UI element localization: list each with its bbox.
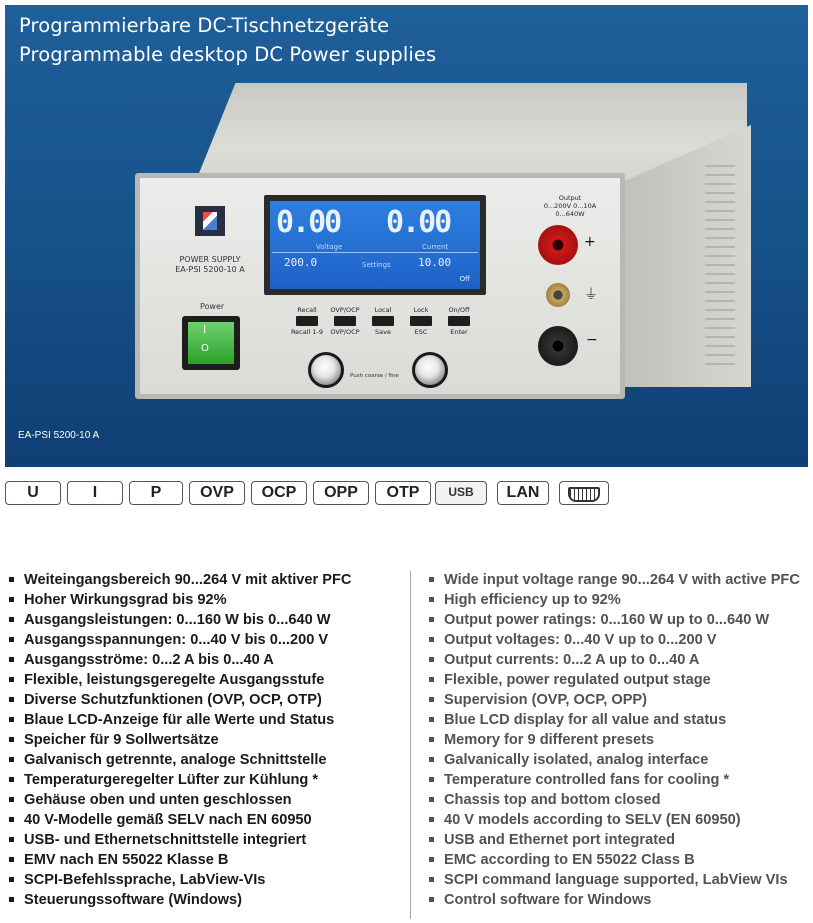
recall-button-top: Recall	[297, 306, 317, 314]
feature-en-item: Temperature controlled fans for cooling *	[428, 770, 813, 790]
lcd-display	[270, 201, 480, 289]
settings-label: Settings	[362, 261, 391, 269]
features-english-list	[428, 570, 813, 910]
feature-de-item: Flexible, leistungsgeregelte Ausgangsstufe	[8, 670, 408, 690]
feature-en-item: Control software for Windows	[428, 890, 813, 910]
feature-en-item: Flexible, power regulated output stage	[428, 670, 813, 690]
output-status: Off	[459, 275, 470, 283]
feature-en-item: Galvanically isolated, analog interface	[428, 750, 813, 770]
feature-de-item: Hoher Wirkungsgrad bis 92%	[8, 590, 408, 610]
ovp-ocp-button-top: OVP/OCP	[330, 306, 360, 314]
current-label: Current	[422, 243, 449, 251]
voltage-icon: U	[5, 481, 61, 505]
recall-key	[296, 316, 318, 326]
feature-en-item: Chassis top and bottom closed	[428, 790, 813, 810]
device-front-panel	[135, 173, 625, 399]
lcd-separator	[272, 252, 478, 253]
ground-terminal	[546, 283, 570, 307]
features-german-list	[8, 570, 408, 910]
local-button[interactable]	[366, 306, 400, 336]
feature-de-item: Ausgangsspannungen: 0...40 V bis 0...200 V	[8, 630, 408, 650]
serial-port-icon	[559, 481, 609, 505]
feature-en-item: Output voltages: 0...40 V up to 0...200 V	[428, 630, 813, 650]
feature-de-item: Ausgangsströme: 0...2 A bis 0...40 A	[8, 650, 408, 670]
recall-button-bottom: Recall 1-9	[290, 328, 324, 336]
power-switch[interactable]	[182, 316, 240, 370]
front-buttons	[290, 306, 490, 346]
current-knob[interactable]	[412, 352, 448, 388]
voltage-readout: 0.00	[276, 205, 341, 240]
feature-de-item: SCPI-Befehlssprache, LabView-VIs	[8, 870, 408, 890]
feature-de-item: USB- und Ethernetschnittstelle integriert	[8, 830, 408, 850]
feature-en-item: Blue LCD display for all value and status	[428, 710, 813, 730]
feature-de-item: Diverse Schutzfunktionen (OVP, OCP, OTP)	[8, 690, 408, 710]
feature-de-item: 40 V-Modelle gemäß SELV nach EN 60950	[8, 810, 408, 830]
switch-on-mark: I	[203, 323, 207, 336]
on-off-button-top: On/Off	[448, 306, 470, 314]
feature-de-item: Blaue LCD-Anzeige für alle Werte und Status	[8, 710, 408, 730]
brand-logo-icon	[195, 206, 225, 236]
feature-en-item: Supervision (OVP, OCP, OPP)	[428, 690, 813, 710]
on-off-button[interactable]	[442, 306, 476, 336]
knob-label: Push coarse / fine	[350, 373, 399, 379]
power-icon: P	[129, 481, 183, 505]
feature-de-item: Steuerungssoftware (Windows)	[8, 890, 408, 910]
on-off-key	[448, 316, 470, 326]
output-spec-line2: 0...640W	[555, 210, 585, 218]
feature-en-item: High efficiency up to 92%	[428, 590, 813, 610]
lock-button-bottom: ESC	[414, 328, 428, 336]
device-vents	[705, 165, 735, 365]
ovp-icon: OVP	[189, 481, 245, 505]
on-off-button-bottom: Enter	[450, 328, 468, 336]
positive-terminal	[538, 225, 578, 265]
minus-sign: −	[586, 332, 598, 348]
output-spec	[530, 194, 610, 218]
current-icon: I	[67, 481, 123, 505]
set-voltage-readout: 200.0	[284, 256, 318, 269]
model-caption: EA-PSI 5200-10 A	[18, 430, 100, 441]
lock-key	[410, 316, 432, 326]
feature-de-item: Gehäuse oben und unten geschlossen	[8, 790, 408, 810]
local-key	[372, 316, 394, 326]
feature-en-item: EMC according to EN 55022 Class B	[428, 850, 813, 870]
ocp-icon: OCP	[251, 481, 307, 505]
feature-en-item: Memory for 9 different presets	[428, 730, 813, 750]
device-label	[170, 255, 250, 275]
feature-en-item: SCPI command language supported, LabView VIs	[428, 870, 813, 890]
title-english: Programmable desktop DC Power supplies	[19, 43, 437, 66]
plus-sign: +	[584, 234, 596, 250]
local-button-bottom: Save	[375, 328, 391, 336]
feature-de-item: Speicher für 9 Sollwertsätze	[8, 730, 408, 750]
opp-icon: OPP	[313, 481, 369, 505]
feature-en-item: USB and Ethernet port integrated	[428, 830, 813, 850]
hero-banner	[5, 5, 808, 467]
recall-button[interactable]	[290, 306, 324, 336]
feature-de-item: Temperaturgeregelter Lüfter zur Kühlung *	[8, 770, 408, 790]
ovp-ocp-key	[334, 316, 356, 326]
ground-icon: ⏚	[584, 287, 598, 303]
feature-en-item: Output power ratings: 0...160 W up to 0...640 W	[428, 610, 813, 630]
feature-de-item: Ausgangsleistungen: 0...160 W bis 0...640 W	[8, 610, 408, 630]
feature-de-item: EMV nach EN 55022 Klasse B	[8, 850, 408, 870]
feature-de-item: Weiteingangsbereich 90...264 V mit aktiver PFC	[8, 570, 408, 590]
set-current-readout: 10.00	[418, 256, 452, 269]
switch-off-mark: O	[201, 343, 209, 354]
power-rocker	[188, 322, 234, 364]
voltage-label: Voltage	[316, 243, 343, 251]
lock-button[interactable]	[404, 306, 438, 336]
output-spec-line1: 0...200V 0...10A	[543, 202, 597, 210]
features-german	[8, 570, 408, 910]
output-label: Output	[558, 194, 582, 202]
feature-en-item: 40 V models according to SELV (EN 60950)	[428, 810, 813, 830]
device-label-line2: EA-PSI 5200-10 A	[175, 265, 245, 274]
power-label: Power	[200, 302, 225, 311]
otp-icon: OTP	[375, 481, 431, 505]
feature-en-item: Output currents: 0...2 A up to 0...40 A	[428, 650, 813, 670]
feature-en-item: Wide input voltage range 90...264 V with active PFC	[428, 570, 813, 590]
ovp-ocp-button[interactable]	[328, 306, 362, 336]
usb-icon: USB	[435, 481, 487, 505]
feature-de-item: Galvanisch getrennte, analoge Schnittstelle	[8, 750, 408, 770]
ovp-ocp-button-bottom: OVP/OCP	[330, 328, 360, 336]
voltage-knob[interactable]	[308, 352, 344, 388]
features-english	[428, 570, 813, 910]
negative-terminal	[538, 326, 578, 366]
column-divider	[410, 571, 411, 919]
title-german: Programmierbare DC-Tischnetzgeräte	[19, 14, 390, 37]
current-readout: 0.00	[386, 205, 451, 240]
lcd-frame	[264, 195, 486, 295]
lan-icon: LAN	[497, 481, 549, 505]
device-label-line1: POWER SUPPLY	[179, 255, 241, 264]
lock-button-top: Lock	[413, 306, 429, 314]
local-button-top: Local	[374, 306, 392, 314]
